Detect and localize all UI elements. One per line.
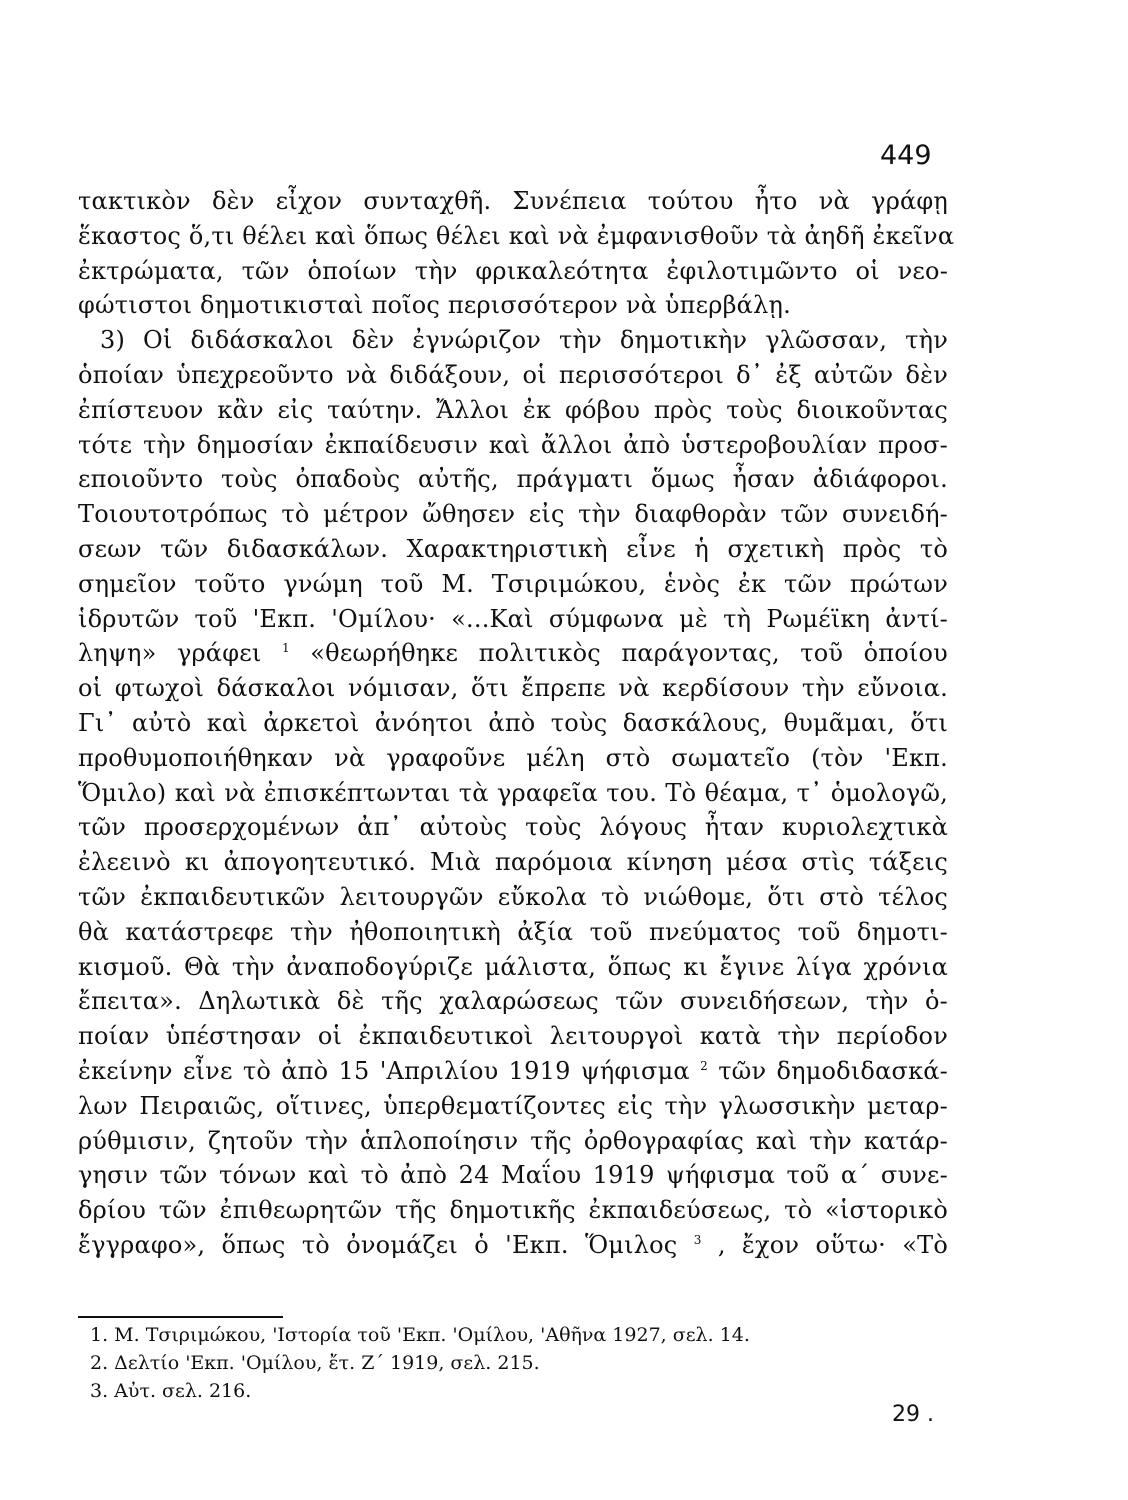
text-fragment: ἔγγραφο», ὅπως τὸ ὀνομάζει ὁ 'Εκπ. Ὅμιλος (78, 1230, 678, 1259)
text-line: σεων τῶν διδασκάλων. Χαρακτηριστικὴ εἶνε ἡ σχετικὴ πρὸς τὸ (78, 534, 948, 563)
text-line (78, 1054, 948, 1089)
text-line: Τοιουτοτρόπως τὸ μέτρον ὤθησεν εἰς τὴν διαφθορὰν τῶν συνειδή- (78, 500, 948, 529)
text-line: ὁποίαν ὑπεχρεοῦντο νὰ διδάξουν, οἱ περισσότεροι δ᾽ ἐξ αὐτῶν δὲν (78, 360, 948, 389)
text-line: Γι᾽ αὐτὸ καὶ ἀρκετοὶ ἀνόητοι ἀπὸ τοὺς δασκάλους, θυμᾶμαι, ὅτι (78, 708, 948, 737)
footnotes (90, 1321, 910, 1405)
text-line (78, 636, 948, 671)
text-line: τῶν ἐκπαιδευτικῶν λειτουργῶν εὔκολα τὸ νιώθομε, ὅτι στὸ τέλος (78, 882, 948, 911)
text-line: τακτικὸν δὲν εἶχον συνταχθῆ. Συνέπεια τούτου ἦτο νὰ γράφῃ (78, 187, 948, 215)
text-line: ἐκτρώματα, τῶν ὁποίων τὴν φρικαλεότητα ἐφιλοτιμῶντο οἱ νεο- (78, 256, 948, 285)
text-line: ἱδρυτῶν τοῦ 'Εκπ. 'Ομίλου· «...Καὶ σύμφωνα μὲ τὴ Ρωμέϊκη ἀντί- (78, 604, 948, 633)
footnote: 3. Αὐτ. σελ. 216. (90, 1380, 252, 1402)
text-line: προθυμοποιήθηκαν νὰ γραφοῦνε μέλη στὸ σωματεῖο (τὸν 'Εκπ. (78, 743, 948, 772)
footnote: 2. Δελτίο 'Εκπ. 'Ομίλου, ἔτ. Ζ´ 1919, σελ. 215. (90, 1352, 540, 1374)
text-line: δρίου τῶν ἐπιθεωρητῶν τῆς δημοτικῆς ἐκπαιδεύσεως, τὸ «ἱστορικὸ (78, 1196, 948, 1225)
text-fragment: , ἔχον οὕτω· «Τὸ (717, 1230, 948, 1259)
text-line: Ὅμιλο) καὶ νὰ ἐπισκέπτωνται τὰ γραφεῖα του. Τὸ θέαμα, τ᾽ ὁμολογῶ, (78, 778, 948, 807)
text-fragment: ἐκείνην εἶνε τὸ ἀπὸ 15 'Απριλίου 1919 ψήφισμα (78, 1056, 690, 1085)
text-fragment: «θεωρήθηκε πολιτικὸς παράγοντας, τοῦ ὁποίου (310, 639, 948, 668)
text-line: ἔπειτα». Δηλωτικὰ δὲ τῆς χαλαρώσεως τῶν συνειδήσεων, τὴν ὁ- (78, 987, 948, 1016)
text-line: σημεῖον τοῦτο γνώμη τοῦ Μ. Τσιριμώκου, ἑνὸς ἐκ τῶν πρώτων (78, 569, 948, 598)
text-line: ἐπίστευον κἂν εἰς ταύτην. Ἄλλοι ἐκ φόβου πρὸς τοὺς διοικοῦντας (78, 395, 948, 424)
text-fragment: τῶν δημοδιδασκά- (718, 1056, 948, 1085)
footnote-ref: 3 (693, 1232, 702, 1247)
footnote-divider (78, 1316, 283, 1318)
text-line: γησιν τῶν τόνων καὶ τὸ ἀπὸ 24 Μαΐου 1919 ψήφισμα τοῦ α´ συνε- (78, 1161, 948, 1190)
text-line: 3) Οἱ διδάσκαλοι δὲν ἐγνώριζον τὴν δημοτικὴν γλῶσσαν, τὴν (100, 326, 948, 355)
text-fragment: ληψη» γράφει (78, 639, 262, 668)
text-line: κισμοῦ. Θὰ τὴν ἀναποδογύριζε μάλιστα, ὅπως κι ἔγινε λίγα χρόνια (78, 952, 948, 981)
body-text (78, 184, 955, 1263)
text-line: τότε τὴν δημοσίαν ἐκπαίδευσιν καὶ ἄλλοι ἀπὸ ὑστεροβουλίαν προσ- (78, 430, 948, 459)
footnote: 1. Μ. Τσιριμώκου, 'Ιστορία τοῦ 'Εκπ. 'Ομίλου, 'Αθῆνα 1927, σελ. 14. (90, 1324, 750, 1346)
footnote-ref: 2 (700, 1058, 708, 1073)
text-line: εποιοῦντο τοὺς ὀπαδοὺς αὐτῆς, πράγματι ὅμως ἦσαν ἀδιάφοροι. (78, 465, 948, 494)
footnote-ref: 1 (281, 641, 290, 656)
page-number: 449 (880, 140, 932, 171)
signature-mark: 29 . (892, 1402, 934, 1427)
text-line: ἕκαστος ὅ,τι θέλει καὶ ὅπως θέλει καὶ νὰ ἐμφανισθοῦν τὰ ἀηδῆ ἐκεῖνα (78, 221, 955, 250)
text-line (78, 1228, 948, 1263)
text-line: τῶν προσερχομένων ἀπ᾽ αὐτοὺς τοὺς λόγους ἦταν κυριολεχτικὰ (78, 813, 948, 842)
text-line: λων Πειραιῶς, οἵτινες, ὑπερθεματίζοντες εἰς τὴν γλωσσικὴν μεταρ- (78, 1091, 948, 1120)
text-line: φώτιστοι δημοτικισταὶ ποῖος περισσότερον νὰ ὑπερβάλῃ. (78, 291, 791, 320)
text-line: ἐλεεινὸ κι ἀπογοητευτικό. Μιὰ παρόμοια κίνηση μέσα στὶς τάξεις (78, 848, 948, 877)
text-line: ποίαν ὑπέστησαν οἱ ἐκπαιδευτικοὶ λειτουργοὶ κατὰ τὴν περίοδον (78, 1022, 948, 1051)
text-line: ρύθμισιν, ζητοῦν τὴν ἁπλοποίησιν τῆς ὀρθογραφίας καὶ τὴν κατάρ- (78, 1126, 948, 1155)
text-line: οἱ φτωχοὶ δάσκαλοι νόμισαν, ὅτι ἔπρεπε νὰ κερδίσουν τὴν εὔνοια. (78, 674, 948, 703)
text-line: θὰ κατάστρεφε τὴν ἠθοποιητικὴ ἀξία τοῦ πνεύματος τοῦ δημοτι- (78, 917, 948, 946)
